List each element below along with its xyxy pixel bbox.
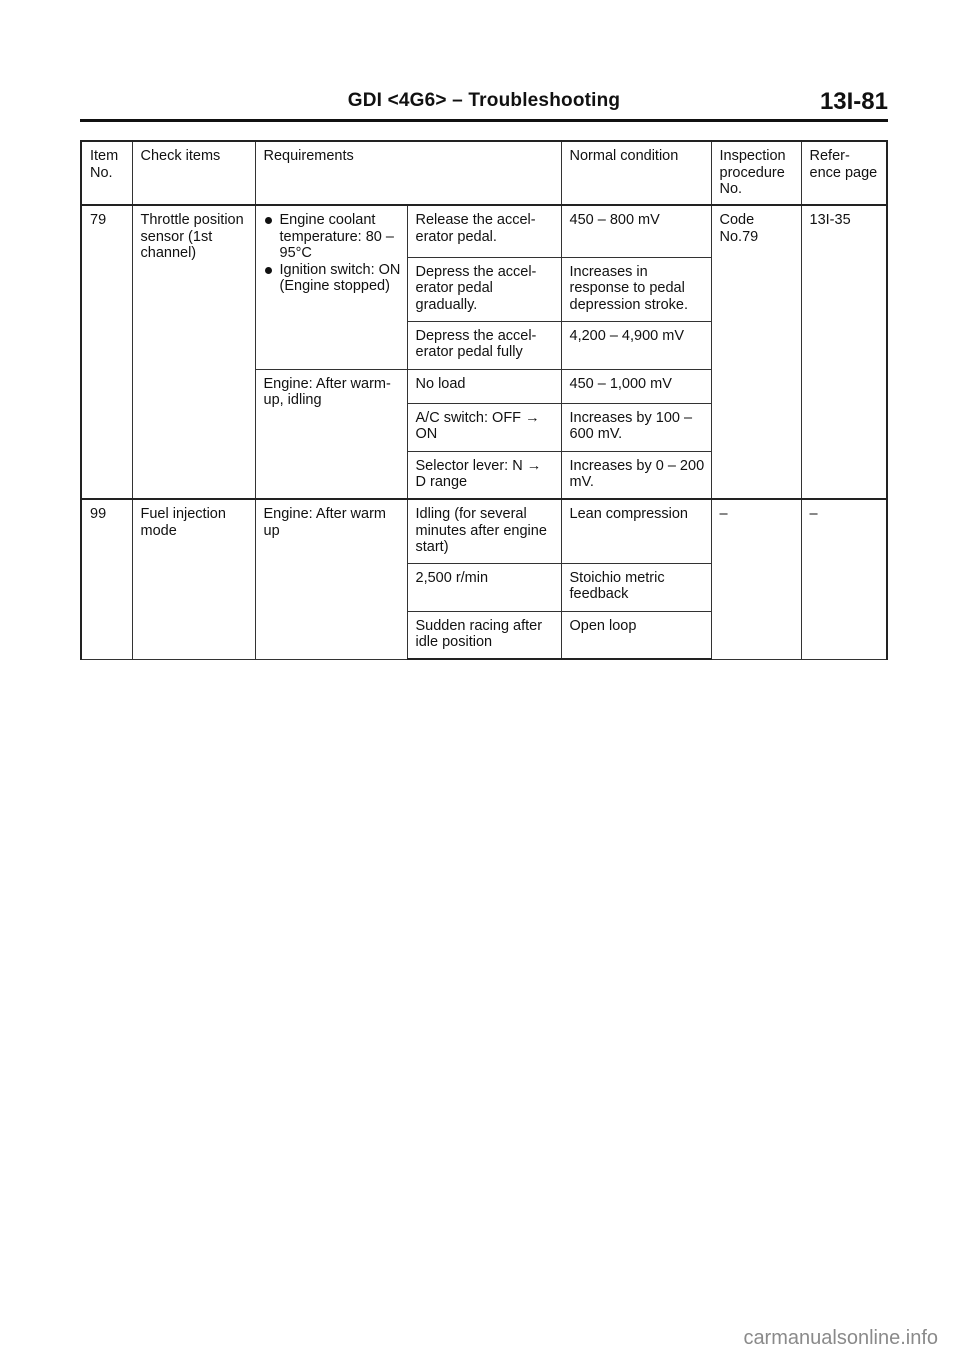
requirement-bullet: Engine coolant temperature: 80 – 95°C [264,212,401,262]
troubleshooting-table [80,140,888,660]
header-rule [80,119,888,122]
item-no-cell: 79 [81,205,132,499]
condition-cell: No load [407,369,561,403]
item-no-cell: 99 [81,499,132,659]
requirement-cell: Engine: After warm- up, idling [255,369,407,499]
normal-condition-cell: Increases by 100 – 600 mV. [561,403,711,451]
header-reference-page: Refer- ence page [801,141,887,205]
condition-cell: Depress the accel- erator pedal gradually. [407,257,561,321]
header-normal-condition: Normal condition [561,141,711,205]
header-requirements: Requirements [255,141,561,205]
inspection-procedure-cell: Code No.79 [711,205,801,499]
condition-cell: Selector lever: N → D range [407,451,561,499]
condition-cell: 2,500 r/min [407,563,561,611]
condition-cell: Sudden racing after idle position [407,611,561,659]
normal-condition-cell: 4,200 – 4,900 mV [561,321,711,369]
page-number: 13I-81 [819,88,888,115]
table-row [81,205,887,257]
condition-cell: Release the accel- erator pedal. [407,205,561,257]
condition-cell: Depress the accel- erator pedal fully [407,321,561,369]
normal-condition-cell: 450 – 1,000 mV [561,369,711,403]
header-check-items: Check items [132,141,255,205]
check-item-cell: Fuel injection mode [132,499,255,659]
normal-condition-cell: Lean compression [561,499,711,563]
page-title: GDI <4G6> – Troubleshooting [347,90,621,111]
normal-condition-cell: Increases in response to pedal depression stroke. [561,257,711,321]
table-row [81,499,887,563]
normal-condition-cell: Increases by 0 – 200 mV. [561,451,711,499]
normal-condition-cell: 450 – 800 mV [561,205,711,257]
reference-page-cell: 13I-35 [801,205,887,499]
requirement-cell: Engine: After warm up [255,499,407,659]
requirement-bullet: Ignition switch: ON (Engine stopped) [264,262,401,295]
page-header [80,88,888,118]
condition-cell: Idling (for several minutes after engine start) [407,499,561,563]
check-item-cell: Throttle position sensor (1st channel) [132,205,255,499]
inspection-procedure-cell: – [711,499,801,659]
condition-cell: A/C switch: OFF → ON [407,403,561,451]
table-header-row [81,141,887,205]
site-watermark: carmanualsonline.info [743,1327,938,1349]
header-inspection-procedure: Inspection procedure No. [711,141,801,205]
header-item-no: Item No. [81,141,132,205]
normal-condition-cell: Open loop [561,611,711,659]
requirement-cell [255,205,407,369]
reference-page-cell: – [801,499,887,659]
normal-condition-cell: Stoichio metric feedback [561,563,711,611]
